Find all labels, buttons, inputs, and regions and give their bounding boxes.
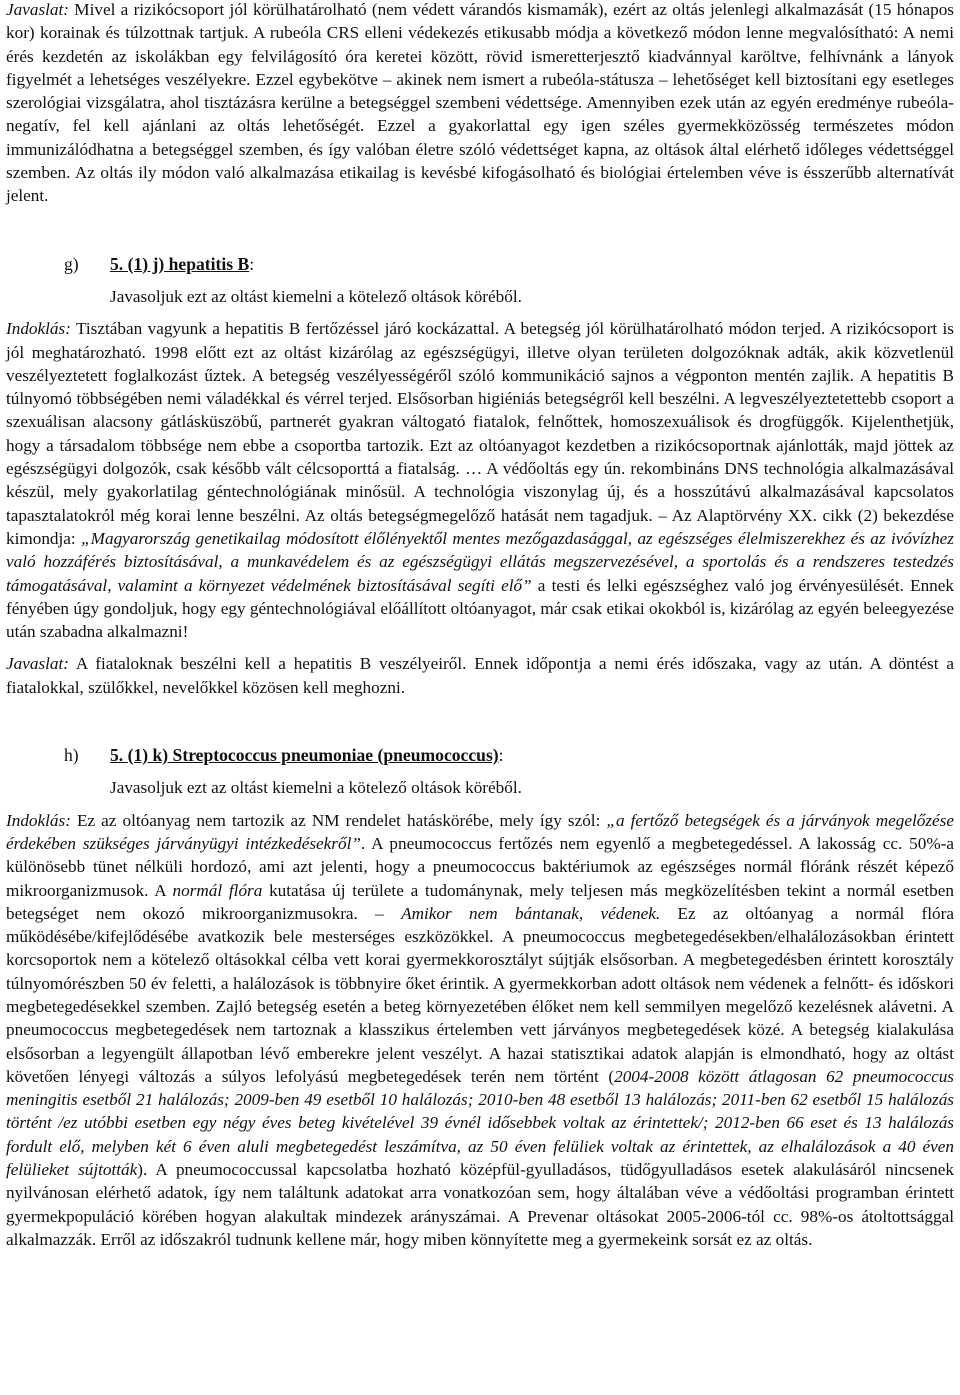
paragraph-text: A fiataloknak beszélni kell a hepatitis B veszélyeiről. Ennek időpontja a nemi érés időszaka, vagy az után. A döntést a fiatalokkal, szülőkkel, nevelőkkel közösen kell meghozni. [6, 654, 954, 697]
section-title-suffix: : [498, 745, 504, 766]
normal-flora-term: normál flóra [172, 880, 263, 900]
spacer [6, 800, 954, 809]
paragraph-text: a testi és lelki egészséghez való jog érvényesülését. Ennek fényében úgy gondoljuk, hogy egy géntechnológiával előállított oltóanyagot, már csak etikai okokból is, kizárólag az egyén beleegyezése után szabadna alkalmazni! [6, 575, 954, 642]
section-title-suffix: : [249, 253, 255, 274]
paragraph-text: Tisztában vagyunk a hepatitis B fertőzéssel járó kockázattal. A betegség jól körülhatárolható módon terjed. A rizikócsoport is jól meghatározható. 1998 előtt ezt az oltást kizárólag az egészségügyi, illetve olyan területen dolgozóknak adták, akik közvetlenül veszélyeztetett foglalkozást űztek. A betegség veszélyességéről szóló kommunikáció sajnos a végponton mentén zajlik. A hepatitis B túlnyomó többségében nemi váladékkal és vérrel terjed. Elsősorban higiéniás betegségről kell beszélni. A legveszélyeztetettebb csoport a szexuálisan alacsony gátlásküszöbű, partnerét gyakran váltogató fiatalok, felnőttek, homoszexuálisok és drogfüggők. Kijelenthetjük, hogy a társadalom többsége nem ebbe a csoportba tartozik. Ezt az oltóanyagot kezdetben a rizikócsoportnak ajánlották, majd jöttek az egészségügyi dolgozók, csak később vált célcsoporttá a fiatalság. … A védőoltás egy ún. rekombináns DNS technológia alkalmazásával készül, mely gyakorlatilag géntechnológiának minősül. A technológia viszonylag új, és a hosszútávú alkalmazásával kapcsolatos tapasztalatokról még korai lenne beszélni. Az oltás betegségmegelőző hatását nem tagadjuk. – Az Alaptörvény XX. cikk (2) bekezdése kimondja: [6, 319, 954, 548]
alaptorveny-quote: „Magyarország genetikailag módosított élőlényektől mentes mezőgazdasággal, az egészséges élelmiszerekhez és az ivóvízhez való hozzáférés biztosításával, a munkavédelem és az egészségügyi ellátás megszervezésével, a sportolás és a rendszeres testedzés támogatásával, valamint a környezet védelmének biztosításával segíti elő” [6, 528, 954, 595]
nm-rendelet-quote: „a fertőző betegségek és a járványok megelőzése érdekében szükséges járványügyi intézkedésekről” [6, 810, 954, 853]
paragraph-text: . A pneumococcus fertőzés nem egyenlő a megbetegedéssel. A lakosság cc. 50%-a különösebb tünet nélküli hordozó, ami azt jelenti, hogy a pneumococcus baktériumok az egészséges normál flóránk részét képező mikroorganizmusok. A [6, 833, 954, 900]
paragraph-text: Ez az oltóanyag nem tartozik az NM rendelet hatáskörébe, mely így szól: [70, 810, 607, 830]
javaslat-label: Javaslat: [6, 654, 70, 674]
paragraph-text: Mivel a rizikócsoport jól körülhatárolható (nem védett várandós kismamák), ezért az oltás jelenlegi alkalmazását (15 hónapos kor) korainak és túlzottnak tartjuk. A rubeóla CRS elleni védekezés etikusabb módja a következő módon lenne megvalósítható: A nemi érés kezdetén az iskolákban egy felvilágosító óra keretei között, rövid ismeretterjesztő kiadvánnyal karöltve, felhívnánk a lányok figyelmét a lehetséges veszélyekre. Ezzel egybekötve – akinek nem ismert a rubeóla-státusza – lehetőséget kell biztosítani egy esetleges szerológiai vizsgálatra, ahol tisztázásra kerülne a betegséggel szembeni védettsége. Amennyiben ezek után az egyén eredménye rubeóla-negatív, fel kell ajánlani az oltás lehetőségét. Ezzel a gyakorlattal egy igen széles gyermekközösség természetes módon immunizálódhatna a betegséggel szemben, és így valóban életre szóló védettséget kapna, az oltások által elérhető időleges védettséggel szemben. Az oltás ily módon való alkalmazása etikailag is kevésbé kifogásolható és biológiai értelemben véve is ésszerűbb alternatívát jelent. [6, 0, 954, 206]
javaslat-paragraph-hepatitis-b [6, 652, 954, 699]
section-title: 5. (1) j) hepatitis B [110, 253, 250, 274]
paragraph-text: ). A pneumococcussal kapcsolatba hozható középfül-gyulladásos, tüdőgyulladásos esetek alakulásáról nincsenek nyilvánosan elérhető adatok, így nem találtunk adatokat arra vonatkozóan sem, hogy általában véve a védőoltási programban érintett gyermekpopuláció körében hogyan alakultak mindezek arányszámai. A Prevenar oltásokat 2005-2006-tól cc. 98%-os átoltottsággal alkalmazzák. Erről az időszakról tudnunk kellene már, hogy miben könnyítette meg a gyermekeink sorsát ez az oltás. [6, 1160, 954, 1249]
recommendation-text: Javasoljuk ezt az oltást kiemelni a kötelező oltások köréből. [110, 286, 522, 306]
emphasis-quote: Amikor nem bántanak, védenek. [401, 903, 661, 923]
spacer [6, 208, 954, 253]
spacer [6, 767, 954, 776]
paragraph-text: Ez az oltóanyag a normál flóra működésébe/kifejlődésébe avatkozik bele mesterséges eszközökkel. A pneumococcus megbetegedésekben/elhalálozásokban érintett korcsoportok nem a kötelező oltásokkal célba vett korai gyermekkorosztályt sújtják elsősorban. A megbetegedésben érintett korosztály túlnyomórészben 50 év feletti, a halálozások is többnyire őket érintik. A gyermekkorban adott oltások nem védenek a felnőtt- és időskori megbetegedésekkel szemben. Zajló betegség esetén a beteg környezetében élőket nem kell semmilyen megelőző kezelésnek alávetni. A pneumococcus megbetegedések nem tartoznak a klasszikus értelemben vett járványos megbetegedések közé. A betegség kialakulása elsősorban a legyengült állapotban lévő emberekre jelent veszélyt. A hazai statisztikai adatok alapján is elmondható, hogy az oltást követően lényegi változás a súlyos lefolyású megbetegedések terén nem történt ( [6, 903, 954, 1086]
spacer [6, 643, 954, 652]
spacer [6, 699, 954, 744]
paragraph-text: kutatása új területe a tudománynak, mely teljesen más megközelítésben tekint a normál esetben betegséget nem okozó mikroorganizmusokra. – [6, 880, 954, 923]
indoklas-paragraph-hepatitis-b [6, 317, 954, 643]
javaslat-paragraph-rubeola [6, 0, 954, 208]
spacer [6, 308, 954, 317]
section-heading-pneumococcus [6, 744, 954, 767]
section-letter: h) [64, 745, 79, 766]
statistics-quote: 2004-2008 között átlagosan 62 pneumococcus meningitis esetből 21 halálozás; 2009-ben 49 esetből 10 halálozás; 2010-ben 48 esetből 13 halálozás; 2011-ben 62 esetből 15 halálozás történt /ez utóbbi esetben egy négy éves beteg kivételével 39 évnél idősebbek voltak az érintettek/; 2012-ben 66 eset és 13 halálozás fordult elő, melyben két 6 éven aluli megbetegedést leszámítva, az 50 éven felüliek voltak az érintettek, az elhalálozások a 40 éven felülieket sújtották [6, 1066, 954, 1180]
document-page [6, 0, 954, 1251]
section-heading-hepatitis-b [6, 253, 954, 276]
indoklas-paragraph-pneumococcus [6, 809, 954, 1252]
indoklas-label: Indoklás: [6, 810, 71, 830]
javaslat-label: Javaslat: [6, 0, 70, 19]
section-title: 5. (1) k) Streptococcus pneumoniae (pneumococcus) [110, 745, 499, 766]
spacer [6, 276, 954, 285]
section-letter: g) [64, 253, 79, 274]
indoklas-label: Indoklás: [6, 319, 71, 339]
recommendation-text: Javasoljuk ezt az oltást kiemelni a kötelező oltások köréből. [110, 778, 522, 798]
